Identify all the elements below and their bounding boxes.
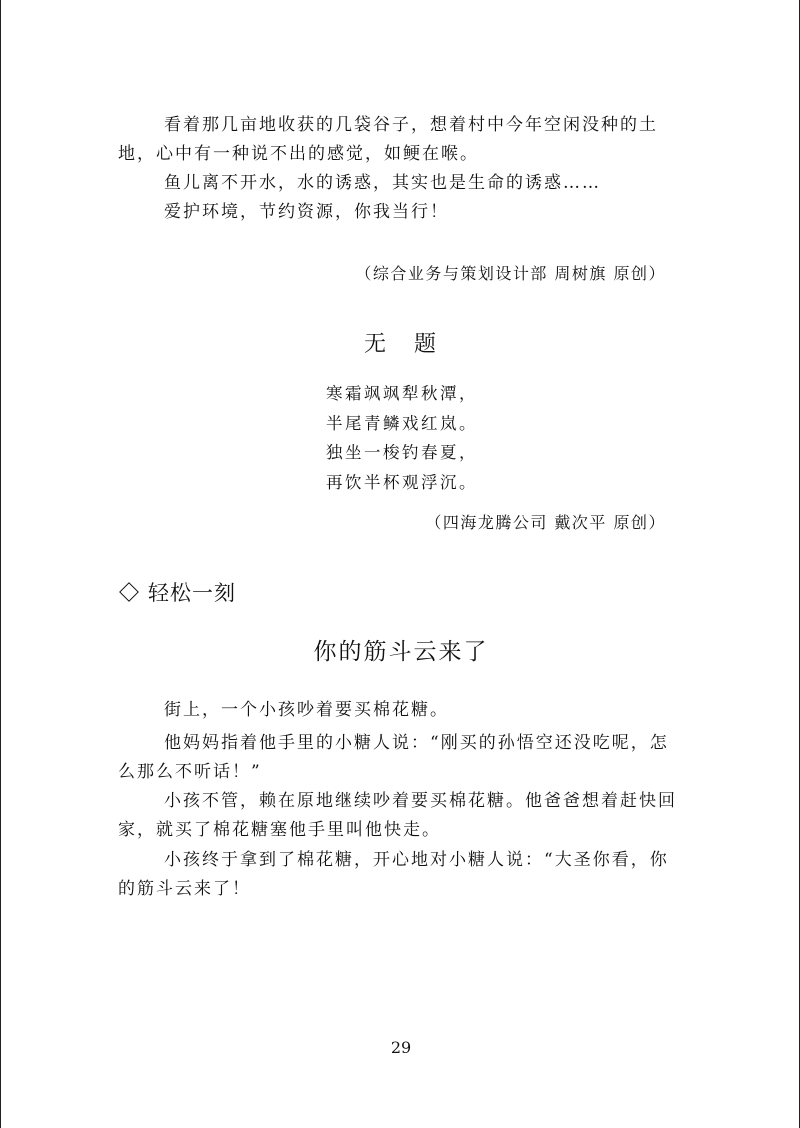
story-line: 家，就买了棉花糖塞他手里叫他快走。 — [118, 820, 441, 840]
poem-line: 寒霜飒飒犁秋潭， — [326, 384, 478, 403]
story-line: 他妈妈指着他手里的小糖人说：“刚买的孙悟空还没吃呢，怎 — [164, 733, 669, 753]
essay-line: 鱼儿离不开水，水的诱惑，其实也是生命的诱惑…… — [164, 173, 601, 193]
story-title: 你的筋斗云来了 — [313, 639, 489, 665]
poem-signature: （四海龙腾公司 戴次平 原创） — [425, 513, 666, 532]
story-line: 街上，一个小孩吵着要买棉花糖。 — [164, 700, 449, 720]
page-number: 29 — [390, 1038, 412, 1057]
poem-line: 再饮半杯观浮沉。 — [326, 473, 478, 492]
story-line: 么那么不听话！” — [118, 762, 262, 782]
story-line: 的筋斗云来了！ — [118, 879, 251, 899]
essay-line: 看着那几亩地收获的几袋谷子，想着村中今年空闲没种的土 — [164, 115, 658, 135]
section-title: 轻松一刻 — [148, 581, 236, 605]
story-line: 小孩终于拿到了棉花糖，开心地对小糖人说：“大圣你看，你 — [164, 850, 669, 870]
section-heading — [118, 577, 236, 607]
poem-line: 独坐一梭钓春夏， — [326, 443, 478, 462]
essay-line: 爱护环境，节约资源，你我当行！ — [164, 202, 449, 222]
essay-signature: （综合业务与策划设计部 周树旗 原创） — [355, 264, 666, 283]
story-line: 小孩不管，赖在原地继续吵着要买棉花糖。他爸爸想着赶快回 — [164, 791, 677, 811]
poem-title: 无 题 — [363, 332, 439, 357]
diamond-icon — [119, 582, 139, 602]
poem-line: 半尾青鳞戏红岚。 — [326, 414, 478, 433]
essay-line: 地，心中有一种说不出的感觉，如鲠在喉。 — [118, 144, 479, 164]
